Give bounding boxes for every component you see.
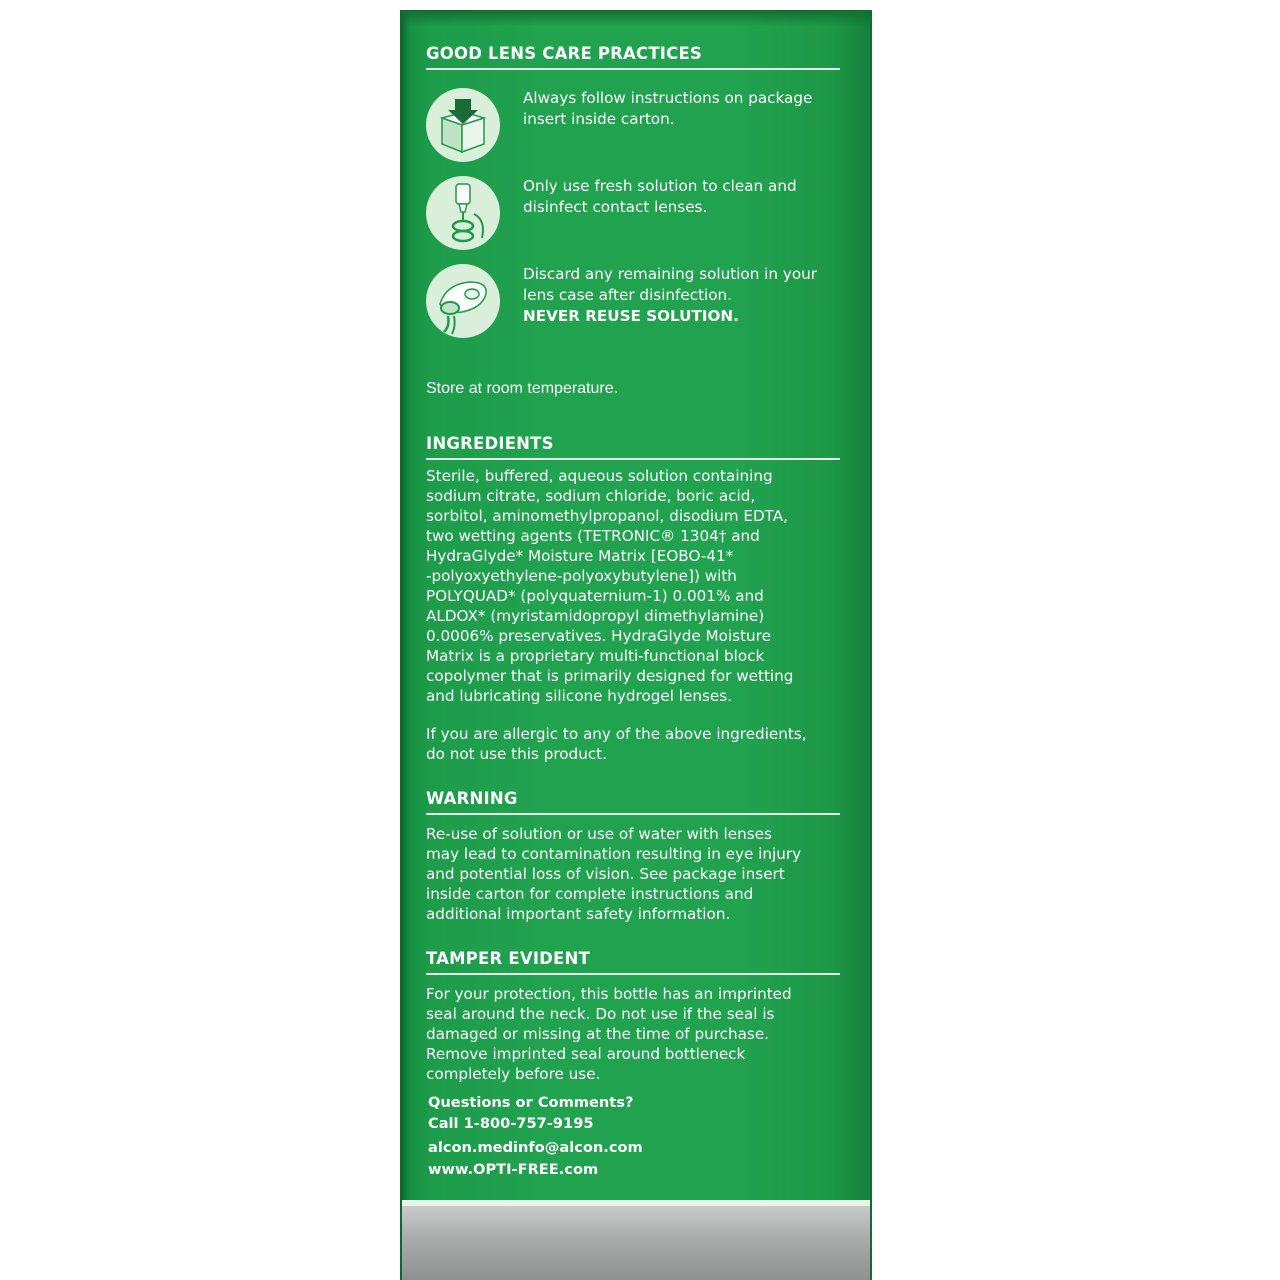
lens-case-discard-icon (426, 264, 500, 338)
good-practices-heading: GOOD LENS CARE PRACTICES (426, 44, 840, 70)
never-reuse-warning: NEVER REUSE SOLUTION. (523, 307, 739, 325)
practice-text: Always follow instructions on package insert inside carton. (523, 89, 813, 128)
warning-body: Re-use of solution or use of water with lenses may lead to contamination resulting in eye injury and potential loss of vision. See package insert inside carton for complete instructions and additional important safety information. (426, 825, 802, 923)
bottle-pour-icon (426, 176, 500, 250)
contact-website: www.OPTI-FREE.com (428, 1161, 599, 1178)
ingredients-heading: INGREDIENTS (426, 434, 840, 460)
carton-bottom-flap (402, 1206, 870, 1280)
tamper-body: For your protection, this bottle has an imprinted seal around the neck. Do not use if the seal is damaged or missing at the time of purchase. Remove imprinted seal around bottleneck completely before use. (426, 985, 792, 1083)
carton-edge-shadow (402, 10, 410, 1280)
contact-question: Questions or Comments? (428, 1094, 634, 1111)
practice-text-body: Discard any remaining solution in your lens case after disinfection. (523, 265, 817, 304)
allergy-notice: If you are allergic to any of the above ingredients, do not use this product. (426, 725, 807, 763)
storage-instructions: Store at room temperature. (426, 380, 619, 397)
contact-phone: Call 1-800-757-9195 (428, 1115, 594, 1132)
practice-text: Only use fresh solution to clean and disinfect contact lenses. (523, 177, 797, 216)
ingredients-body: Sterile, buffered, aqueous solution containing sodium citrate, sodium chloride, boric acid, sorbitol, aminomethylpropanol, disodium EDTA, two wetting agents (TETRONIC® 1304† and HydraGlyde* Moisture Matrix [EOBO-41* -polyoxyethylene-polyoxybutylene]) with POLYQUAD* (polyquaternium-1) 0.001% and ALDOX* (myristamidopropyl dimethylamine) 0.0006% preservatives. HydraGlyde Moisture Matrix is a proprietary multi-functional block copolymer that is primarily designed for wetting and lubricating silicone hydrogel lenses. (426, 467, 794, 705)
tamper-heading: TAMPER EVIDENT (426, 949, 840, 975)
warning-heading: WARNING (426, 789, 840, 815)
practice-item-instructions (426, 88, 846, 164)
box-down-arrow-icon (426, 88, 500, 162)
practice-item-discard (426, 264, 846, 340)
carton-top-shadow (402, 10, 870, 26)
contact-email: alcon.medinfo@alcon.com (428, 1139, 643, 1156)
practice-text (523, 264, 843, 327)
practice-item-fresh-solution (426, 176, 846, 252)
